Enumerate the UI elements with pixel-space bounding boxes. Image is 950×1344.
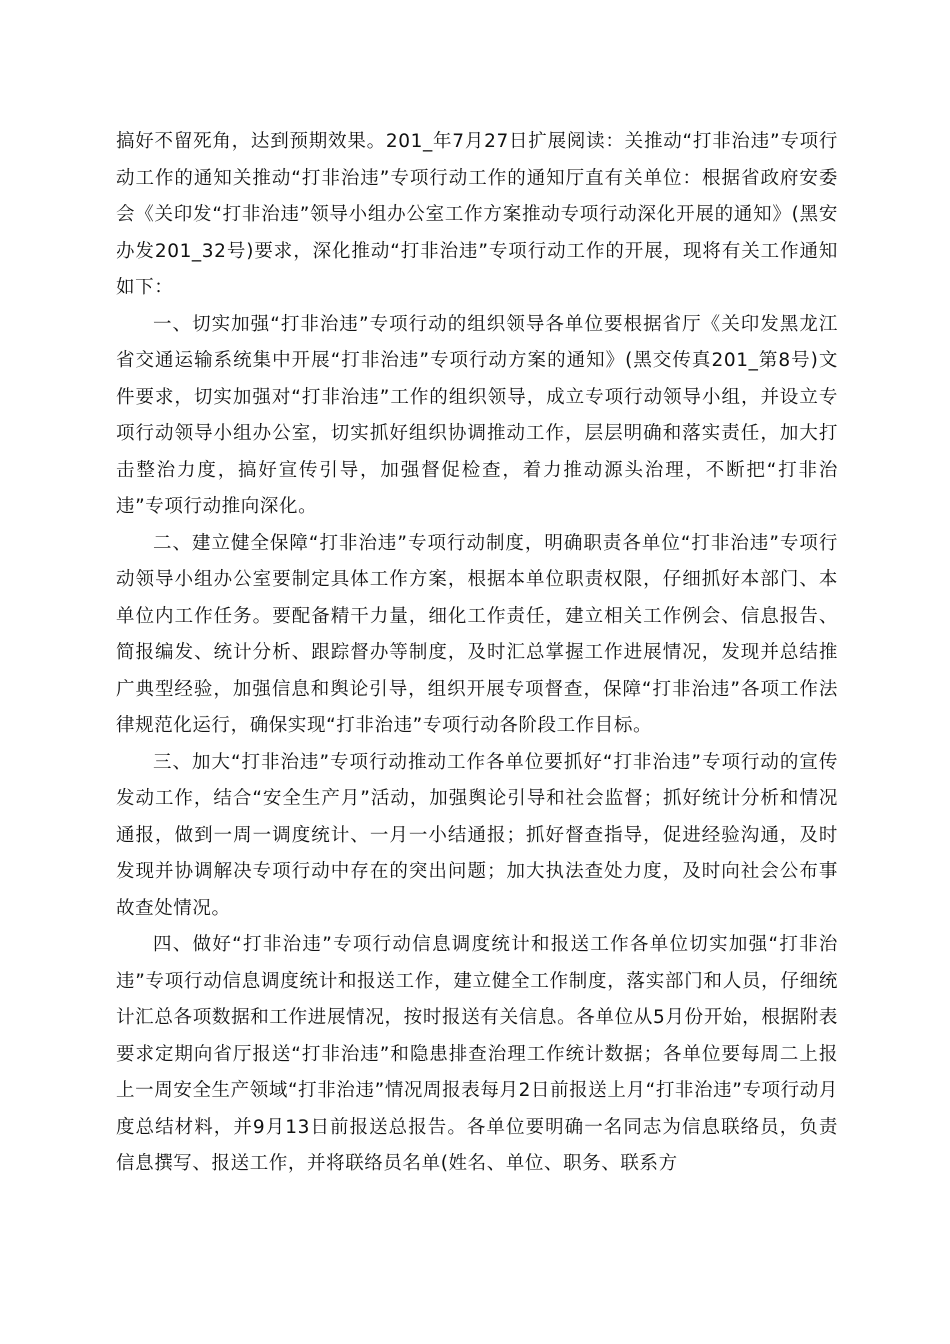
paragraph-intro: 搞好不留死角，达到预期效果。201_年7月27日扩展阅读：关推动“打非治违”专项行动工作的通知关推动“打非治违”专项行动工作的通知厅直有关单位：根据省政府安委会《关印发“打非治违”领导小组办公室工作方案推动专项行动深化开展的通知》(黑安办发201_32号)要求，深化推动“打非治违”专项行动工作的开展，现将有关工作通知如下： bbox=[116, 131, 838, 298]
paragraph-section-2: 二、建立健全保障“打非治违”专项行动制度，明确职责各单位“打非治违”专项行动领导小组办公室要制定具体工作方案，根据本单位职责权限，仔细抓好本部门、本单位内工作任务。要配备精干力量，细化工作责任，建立相关工作例会、信息报告、简报编发、统计分析、跟踪督办等制度，及时汇总掌握工作进展情况，发现并总结推广典型经验，加强信息和舆论引导，组织开展专项督查，保障“打非治违”各项工作法律规范化运行，确保实现“打非治违”专项行动各阶段工作目标。 bbox=[116, 532, 838, 736]
paragraph-section-1: 一、切实加强“打非治违”专项行动的组织领导各单位要根据省厅《关印发黑龙江省交通运输系统集中开展“打非治违”专项行动方案的通知》(黑交传真201_第8号)文件要求，切实加强对“打非治违”工作的组织领导，成立专项行动领导小组，并设立专项行动领导小组办公室，切实抓好组织协调推动工作，层层明确和落实责任，加大打击整治力度，搞好宣传引导，加强督促检查，着力推动源头治理，不断把“打非治违”专项行动推向深化。 bbox=[116, 313, 838, 517]
paragraph-section-4: 四、做好“打非治违”专项行动信息调度统计和报送工作各单位切实加强“打非治违”专项行动信息调度统计和报送工作，建立健全工作制度，落实部门和人员，仔细统计汇总各项数据和工作进展情况，按时报送有关信息。各单位从5月份开始，根据附表要求定期向省厅报送“打非治违”和隐患排查治理工作统计数据；各单位要每周二上报上一周安全生产领域“打非治违”情况周报表每月2日前报送上月“打非治违”专项行动月度总结材料，并9月13日前报送总报告。各单位要明确一名同志为信息联络员，负责信息撰写、报送工作，并将联络员名单(姓名、单位、职务、联系方 bbox=[116, 934, 838, 1174]
paragraph-section-3: 三、加大“打非治违”专项行动推动工作各单位要抓好“打非治违”专项行动的宣传发动工作，结合“安全生产月”活动，加强舆论引导和社会监督；抓好统计分析和情况通报，做到一周一调度统计、一月一小结通报；抓好督查指导，促进经验沟通，及时发现并协调解决专项行动中存在的突出问题；加大执法查处力度，及时向社会公布事故查处情况。 bbox=[116, 751, 838, 919]
document-body bbox=[116, 124, 838, 1183]
